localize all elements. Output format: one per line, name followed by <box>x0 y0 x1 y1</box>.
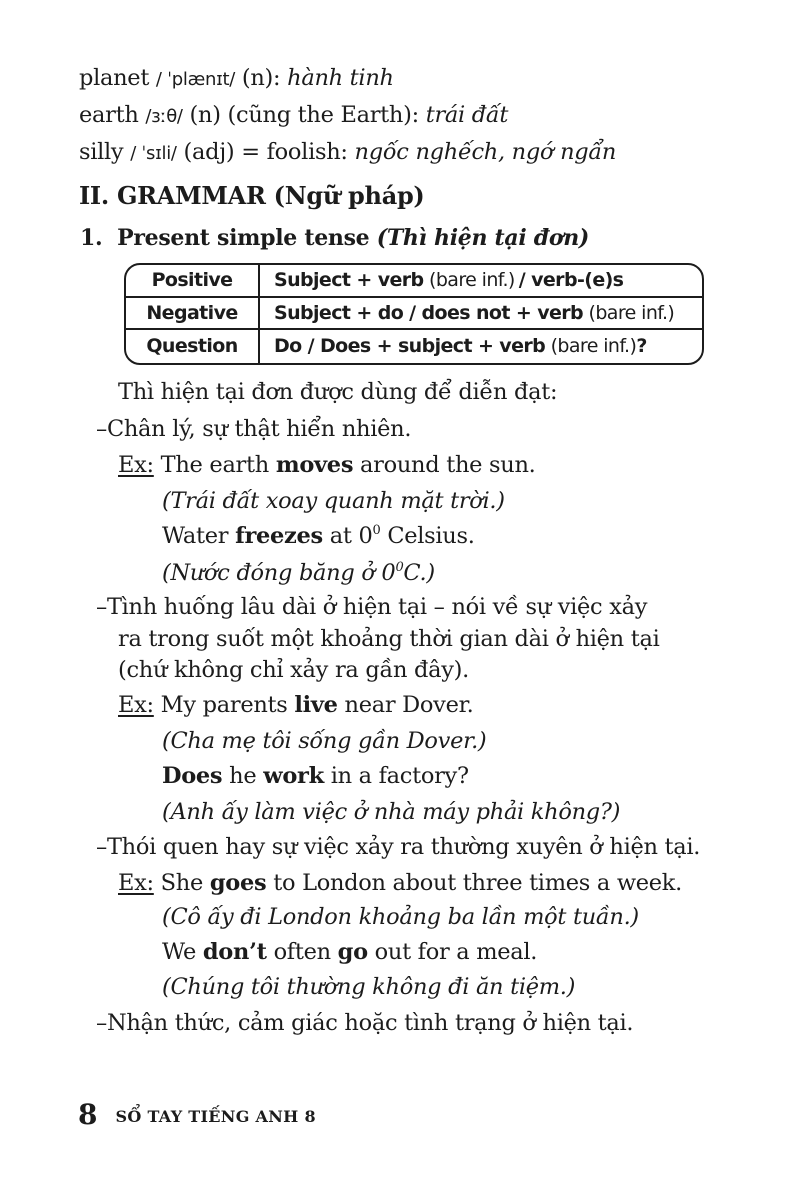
row-formula <box>260 330 702 363</box>
example-text: out for a meal. <box>374 939 538 965</box>
translation-line <box>162 486 505 516</box>
translation-text: (Nước đóng băng ở 0 <box>162 560 396 586</box>
translation-text: (Chúng tôi thường không đi ăn tiệm.) <box>162 974 576 1000</box>
page-number: 8 <box>78 1098 98 1131</box>
dash-bullet: – <box>96 416 107 442</box>
sub-heading-number: 1. <box>80 225 103 251</box>
vocab-earth <box>79 100 508 132</box>
translation-line <box>162 558 435 588</box>
vocab-pos: (n) <box>189 102 221 128</box>
example-text: often <box>273 939 331 965</box>
dash-bullet: – <box>96 1010 107 1036</box>
example-text: Water <box>162 523 229 549</box>
translation-text: (Trái đất xoay quanh mặt trời.) <box>162 488 505 514</box>
example-text: We <box>162 939 197 965</box>
sub-heading-title: Present simple tense <box>117 225 370 251</box>
grammar-table <box>124 263 704 365</box>
degree-superscript: 0 <box>372 523 381 538</box>
example-text: My parents <box>160 692 288 718</box>
vocab-note: (cũng the Earth): <box>227 102 419 128</box>
example-text: She <box>160 870 203 896</box>
dash-bullet: – <box>96 594 107 620</box>
row-formula <box>260 265 702 296</box>
formula-bold: ? <box>636 335 647 358</box>
vocab-planet <box>79 63 394 95</box>
translation-line <box>162 972 575 1002</box>
use-item <box>96 592 647 622</box>
example-line <box>162 761 469 791</box>
translation-line <box>162 726 486 756</box>
example-label: Ex: <box>118 452 154 478</box>
use-text: Tình huống lâu dài ở hiện tại – nói về sự việc xảy <box>106 594 648 620</box>
table-row-negative <box>126 298 702 331</box>
example-verb: goes <box>209 870 267 896</box>
example-text: in a factory? <box>330 763 469 789</box>
table-row-positive <box>126 265 702 298</box>
book-title: SỔ TAY TIẾNG ANH 8 <box>115 1107 316 1126</box>
use-item <box>96 1008 633 1038</box>
example-line <box>118 450 535 480</box>
use-text-cont: ra trong suốt một khoảng thời gian dài ở hiện tại <box>118 626 660 652</box>
formula-bold: Subject + verb <box>274 269 424 292</box>
example-text: around the sun. <box>360 452 536 478</box>
row-formula <box>260 298 702 329</box>
example-verb: freezes <box>235 523 323 549</box>
translation-text: (Cô ấy đi London khoảng ba lần một tuần.) <box>162 904 639 930</box>
example-verb: don’t <box>202 939 267 965</box>
section-heading: II. GRAMMAR (Ngữ pháp) <box>79 181 425 210</box>
vocab-meaning: trái đất <box>425 102 509 128</box>
table-row-question <box>126 330 702 363</box>
degree-superscript: 0 <box>395 560 404 575</box>
vocab-meaning: ngốc nghếch, ngớ ngẩn <box>354 139 617 165</box>
intro-text: Thì hiện tại đơn được dùng để diễn đạt: <box>118 379 558 405</box>
example-line <box>162 937 537 967</box>
vocab-word: earth <box>79 102 139 128</box>
translation-text: C.) <box>403 560 435 586</box>
example-verb: Does <box>162 763 223 789</box>
vocab-ipa: /ɜːθ/ <box>145 106 183 127</box>
example-line <box>118 868 682 898</box>
use-item <box>96 414 411 444</box>
example-text: near Dover. <box>344 692 474 718</box>
vocab-pos: (adj) = foolish: <box>183 139 348 165</box>
example-text: Celsius. <box>387 523 475 549</box>
row-label: Positive <box>126 265 260 296</box>
use-item <box>96 832 700 862</box>
dash-bullet: – <box>96 834 107 860</box>
vocab-pos: (n): <box>241 65 281 91</box>
formula-plain: (bare inf.) <box>429 269 515 292</box>
translation-line <box>162 902 639 932</box>
example-label: Ex: <box>118 692 154 718</box>
formula-bold: Do / Does + subject + verb <box>274 335 546 358</box>
example-text: he <box>229 763 257 789</box>
page-footer <box>78 1098 316 1131</box>
example-verb: go <box>337 939 368 965</box>
example-text: to London about three times a week. <box>273 870 682 896</box>
translation-text: (Cha mẹ tôi sống gần Dover.) <box>162 728 487 754</box>
use-text-cont: (chứ không chỉ xảy ra gần đây). <box>118 657 469 683</box>
sub-heading-vi: (Thì hiện tại đơn) <box>376 225 590 251</box>
translation-line <box>162 797 620 827</box>
example-line <box>162 521 475 551</box>
use-text: Thói quen hay sự việc xảy ra thường xuyên ở hiện tại. <box>106 834 701 860</box>
vocab-silly <box>79 137 616 169</box>
sub-heading <box>80 223 589 253</box>
example-verb: moves <box>275 452 354 478</box>
formula-plain: (bare inf.) <box>550 335 637 358</box>
row-label: Question <box>126 330 260 363</box>
example-verb: live <box>294 692 338 718</box>
vocab-meaning: hành tinh <box>287 65 394 91</box>
vocab-ipa: / ˈplænɪt/ <box>155 69 235 90</box>
example-text: The earth <box>160 452 269 478</box>
example-label: Ex: <box>118 870 154 896</box>
formula-bold: Subject + do / does not + verb <box>274 301 584 324</box>
formula-plain: (bare inf.) <box>588 301 675 324</box>
example-verb: work <box>263 763 324 789</box>
formula-bold: / verb-(e)s <box>518 269 624 292</box>
use-text: Chân lý, sự thật hiển nhiên. <box>106 416 412 442</box>
use-text: Nhận thức, cảm giác hoặc tình trạng ở hiện tại. <box>106 1010 634 1036</box>
translation-text: (Anh ấy làm việc ở nhà máy phải không?) <box>162 799 621 825</box>
vocab-ipa: / ˈsɪli/ <box>130 143 177 164</box>
row-label: Negative <box>126 298 260 329</box>
example-line <box>118 690 473 720</box>
vocab-word: silly <box>79 139 124 165</box>
example-text: at 0 <box>329 523 373 549</box>
vocab-word: planet <box>79 65 150 91</box>
